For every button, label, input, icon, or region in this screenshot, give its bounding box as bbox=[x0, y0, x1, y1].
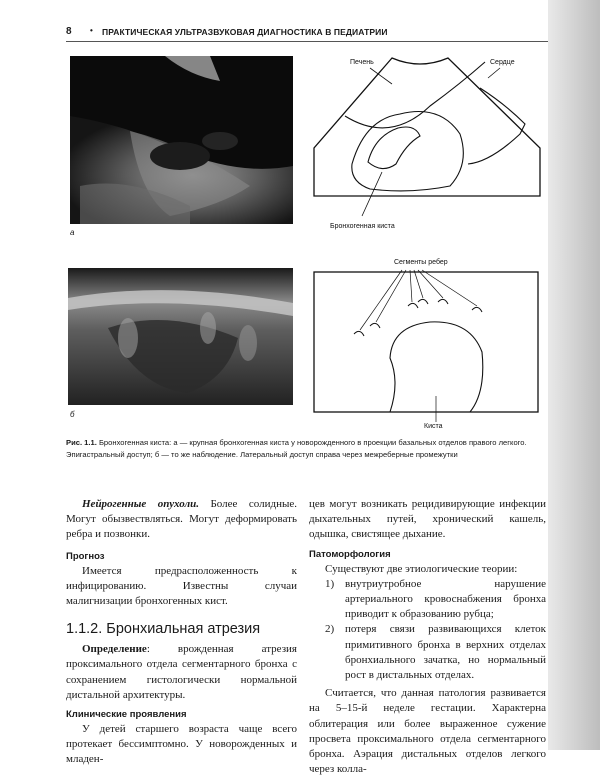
label-heart: Сердце bbox=[490, 59, 515, 66]
diagram-a bbox=[310, 44, 550, 244]
theories-list bbox=[309, 577, 546, 683]
paragraph-clinical: У детей старшего возраста чаще всего протекает бессимптомно. У новорожденных и младен- bbox=[66, 723, 297, 766]
paragraph-definition bbox=[66, 642, 297, 703]
right-column bbox=[309, 497, 546, 777]
label-bronchogenic-cyst: Бронхогенная киста bbox=[330, 223, 395, 230]
neurogenic-tumors-text: Более солидные. Могут обызвествляться. Могут деформировать ребра и позвонки. bbox=[66, 498, 297, 541]
page-number: 8 bbox=[66, 26, 72, 37]
paragraph-prognosis: Имеется предрасположенность к инфицированию. Известны случаи малигнизации бронхогенных кист. bbox=[66, 564, 297, 608]
label-rib-segments: Сегменты ребер bbox=[394, 259, 448, 266]
figure-caption bbox=[66, 437, 546, 461]
header-rule bbox=[66, 41, 548, 42]
list-item bbox=[309, 577, 546, 623]
header-bullet: • bbox=[90, 26, 93, 35]
list-item bbox=[309, 622, 546, 683]
definition-text: : врожденная атрезия проксимального отдела сегментарного бронха с сохранением гистологически нормальной дистальной архитектуры. bbox=[66, 643, 297, 701]
panel-label-b: б bbox=[70, 410, 75, 419]
paragraph-neurogenic-tumors bbox=[66, 497, 297, 543]
paragraph-theories: Существуют две этиологические теории: bbox=[325, 562, 518, 575]
label-cyst: Киста bbox=[424, 423, 443, 430]
paragraph-gestation: Считается, что данная патология развивается на 5–15-й неделе гестации. Характерна облитерация или более выраженное сужение просвета проксимального отдела сегментарного бронха. Аэрация дистальных отделов легкого через колла- bbox=[309, 687, 546, 776]
diagram-b bbox=[310, 252, 550, 430]
heading-pathomorphology: Патоморфология bbox=[309, 548, 391, 560]
book-title: ПРАКТИЧЕСКАЯ УЛЬТРАЗВУКОВАЯ ДИАГНОСТИКА В ПЕДИАТРИИ bbox=[102, 27, 388, 37]
list-number: 1) bbox=[325, 577, 335, 590]
page-edge-shadow bbox=[548, 0, 600, 750]
caption-text: Бронхогенная киста: а — крупная бронхогенная киста у новорожденного в проекции базальных отделов правого легкого. Эпигастральный доступ; б — то же наблюдение. Латеральный доступ справа через межреберные промежутки bbox=[66, 438, 527, 459]
list-number: 2) bbox=[325, 623, 335, 636]
list-text: внутриутробное нарушение артериального кровоснабжения бронха приводит к образованию рубца; bbox=[345, 577, 546, 621]
ultrasound-image-b bbox=[68, 268, 293, 405]
neurogenic-tumors-term: Нейрогенные опухоли. bbox=[82, 498, 200, 510]
heading-prognosis: Прогноз bbox=[66, 550, 105, 562]
definition-label: Определение bbox=[82, 643, 147, 656]
list-text: потеря связи развивающихся клеток примитивного бронха в верхних отделах бронхиального зачатка, но нормальный рост в дистальных отделах. bbox=[345, 623, 546, 682]
section-heading-bronchial-atresia: 1.1.2. Бронхиальная атрезия bbox=[66, 621, 261, 638]
ultrasound-image-a bbox=[70, 56, 293, 224]
left-column bbox=[66, 497, 297, 768]
paragraph-continued: цев могут возникать рецидивирующие инфекции дыхательных путей, хронический кашель, одышка, свистящее дыхание. bbox=[309, 498, 546, 541]
heading-clinical: Клинические проявления bbox=[66, 709, 187, 721]
label-liver: Печень bbox=[350, 59, 374, 66]
caption-label: Рис. 1.1. bbox=[66, 438, 97, 447]
running-header bbox=[66, 24, 548, 40]
panel-label-a: а bbox=[70, 228, 75, 237]
